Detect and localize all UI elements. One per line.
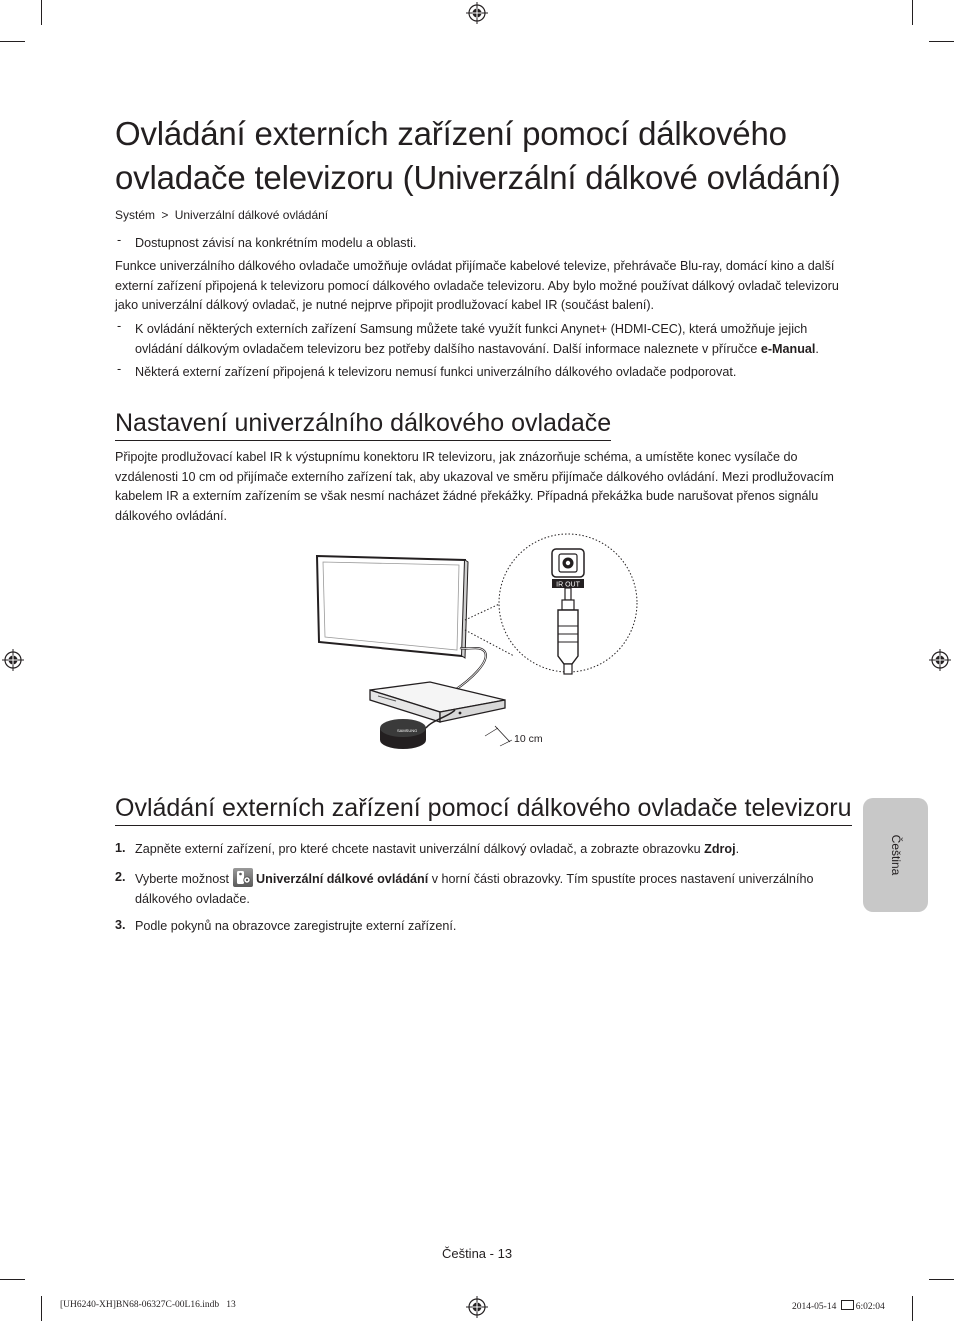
section-heading-control: Ovládání externích zařízení pomocí dálkového ovladače televizoru [115,794,852,826]
imprint-date-time [792,1300,885,1312]
universal-remote-icon [233,868,253,887]
crop-mark [912,1296,913,1321]
section-heading-setup: Nastavení univerzálního dálkového ovladače [115,409,611,441]
imprint-time: 6:02:04 [855,1302,885,1312]
registration-mark-top-icon [466,2,488,24]
breadcrumb-item-universal-remote: Univerzální dálkové ovládání [174,208,329,222]
step-2-text: Vyberte možnost [135,872,230,886]
transmitter-brand-label: SAMSUNG [397,728,418,733]
step-2-tail: v horní části obrazovky. Tím spustíte proces nastavení univerzálního dálkového ovladače. [135,872,814,906]
registration-mark-left-icon [2,649,24,671]
ir-cable-diagram [300,530,645,755]
section-control [115,794,852,826]
ir-out-port [552,549,584,589]
crop-mark [0,41,25,42]
crop-mark [912,0,913,25]
page-title: Ovládání externích zařízení pomocí dálkového ovladače televizoru (Univerzální dálkové ovládání) [115,115,841,196]
anynet-note [135,319,845,359]
note-dash: - [117,233,122,247]
breadcrumb [115,208,328,222]
setup-paragraph: Připojte prodlužovací kabel IR k výstupnímu konektoru IR televizoru, jak znázorňuje schéma, a umístěte konec vysílače do vzdálenosti 10 cm od přijímače externího zařízení tak, aby ukazoval ve směru přijímače dálkového ovládání. Mezi prodlužovacím kabelem IR a externím zařízením se však nesmí nacházet žádné překážky. Případná překážka bude narušovat přenos signálu dálkového ovládání. [115,450,834,523]
anynet-note-text: K ovládání některých externích zařízení Samsung můžete také využít funkci Anynet+ (HDMI-CEC), která umožňuje jejich ovládání dálkovým ovladačem televizoru bez potřeby dalšího nastavování. Další informace naleznete v příručce [135,322,808,356]
intro-paragraph: Funkce univerzálního dálkového ovladače umožňuje ovládat přijímače kabelové televize, přehrávače Blu-ray, domácí kino a další externí zařízení připojená k televizoru pomocí dálkového ovladače televizoru. Aby bylo možné používat dálkový ovladač televizoru jako univerzální dálkový ovladač, je nutné nejprve připojit prodlužovací kabel IR (součást balení). [115,259,839,312]
breadcrumb-separator: > [161,208,169,222]
support-note: Některá externí zařízení připojená k televizoru nemusí funkci univerzálního dálkového ovladače podporovat. [135,365,737,379]
file-imprint: [UH6240-XH]BN68-06327C-00L16.indb 13 [60,1300,236,1310]
step-2 [135,868,835,909]
step-3: Podle pokynů na obrazovce zaregistrujte externí zařízení. [135,919,457,933]
note-dash: - [117,319,122,333]
crop-mark [41,1296,42,1321]
registration-mark-right-icon [929,649,951,671]
ir-out-label: IR OUT [556,581,580,589]
step-1-text: Zapněte externí zařízení, pro které chcete nastavit univerzální dálkový ovladač, a zobrazte obrazovku [135,842,705,856]
source-menu-link[interactable]: Zdroj [704,842,736,856]
anynet-note-tail: . [815,342,819,356]
clock-icon [841,1300,854,1310]
step-number: 3. [115,918,126,932]
crop-mark [41,0,42,25]
crop-mark [929,1279,954,1280]
section-setup [115,409,611,441]
crop-mark [0,1279,25,1280]
breadcrumb-item-system: Systém [115,208,156,222]
step-number: 2. [115,870,126,884]
crop-mark [929,41,954,42]
step-1-tail: . [735,842,740,856]
step-1 [135,840,835,860]
language-side-tab-label: Čeština [888,834,903,876]
step-number: 1. [115,841,126,855]
distance-label: 10 cm [514,733,543,745]
language-side-tab [863,798,928,912]
universal-remote-option[interactable]: Univerzální dálkové ovládání [256,872,429,886]
page-number: Čeština - 13 [441,1246,513,1261]
imprint-date: 2014-05-14 [792,1302,837,1312]
e-manual-link[interactable]: e-Manual [760,342,816,356]
external-device-illustration [370,682,505,722]
availability-note: Dostupnost závisí na konkrétním modelu a oblasti. [135,236,417,250]
tv-illustration [317,556,468,658]
note-dash: - [117,362,122,376]
registration-mark-bottom-icon [466,1296,488,1318]
